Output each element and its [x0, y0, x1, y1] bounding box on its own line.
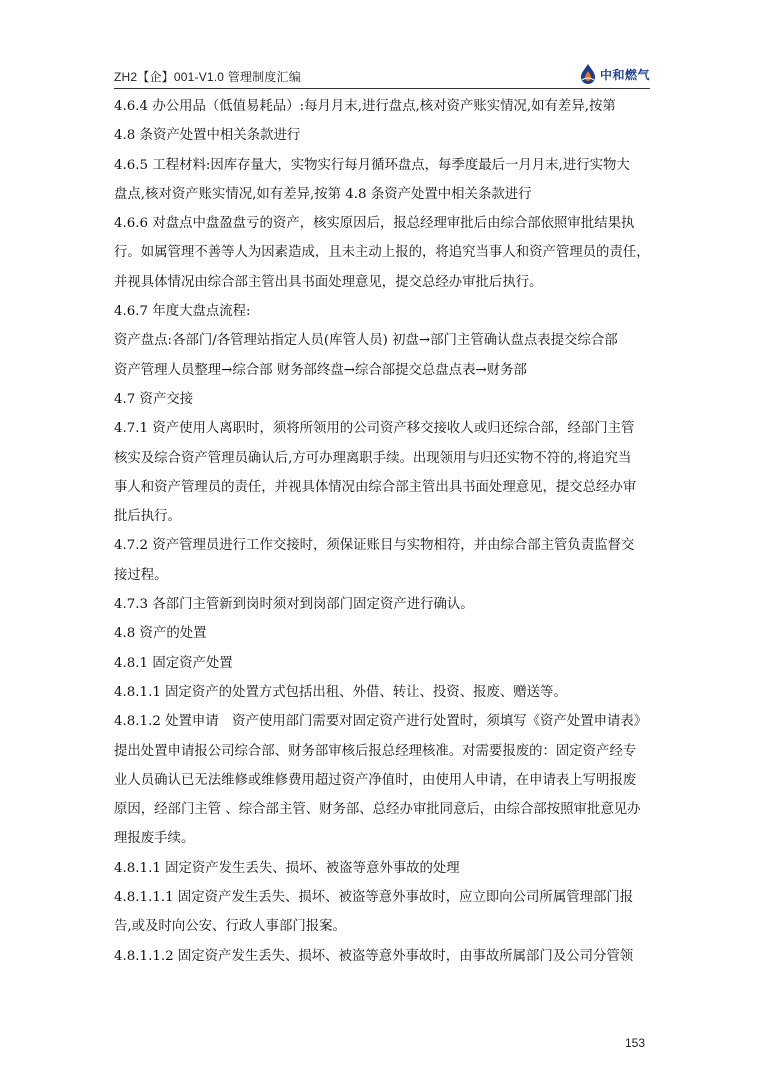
- text-line: 4.7.2 资产管理员进行工作交接时，须保证账目与实物相符，并由综合部主管负责监督交: [114, 538, 635, 554]
- page-number: 153: [625, 1036, 646, 1050]
- text-line: 核实及综合资产管理员确认后,方可办理离职手续。出现领用与归还实物不符的,将追究当: [114, 450, 632, 466]
- text-line: 盘点,核对资产账实情况,如有差异,按第 4.8 条资产处置中相关条款进行: [114, 186, 532, 202]
- document-body: [114, 92, 654, 971]
- text-line: 理报废手续。: [114, 831, 195, 847]
- text-line: 4.7.1 资产使用人离职时，须将所领用的公司资产移交接收人或归还综合部，经部门主管: [114, 421, 635, 437]
- subsection-heading: 4.8.1 固定资产处置: [114, 655, 233, 671]
- text-line: 4.6.5 工程材料:因库存量大，实物实行每月循环盘点，每季度最后一月月末,进行实物大: [114, 157, 630, 173]
- text-line: 提出处置申请报公司综合部、财务部审核后报总经理核准。对需要报废的：固定资产经专: [114, 743, 637, 759]
- logo-text: 中和燃气: [599, 67, 650, 82]
- text-line: 4.8.1.1.1 固定资产发生丢失、损坏、被盗等意外事故时，应立即向公司所属管理部门报: [114, 890, 634, 906]
- text-line: 4.6.7 年度大盘点流程:: [114, 304, 251, 320]
- page-header: [114, 62, 650, 88]
- text-line: 4.6.6 对盘点中盘盈盘亏的资产，核实原因后，报总经理审批后由综合部依照审批结果执: [114, 216, 635, 232]
- text-line: 事人和资产管理员的责任，并视具体情况由综合部主管出具书面处理意见，提交总经办审: [114, 479, 637, 495]
- section-heading: 4.7 资产交接: [114, 391, 194, 407]
- text-line: 批后执行。: [114, 509, 181, 525]
- text-line: 告,或及时向公安、行政人事部门报案。: [114, 919, 346, 935]
- text-line: 接过程。: [114, 567, 168, 583]
- company-logo: [578, 62, 650, 86]
- document-code: ZH2【企】001-V1.0 管理制度汇编: [114, 70, 301, 84]
- text-line: 业人员确认已无法维修或维修费用超过资产净值时，由使用人申请，在申请表上写明报废: [114, 772, 637, 788]
- text-line: 4.8.1.1 固定资产的处置方式包括出租、外借、转让、投资、报废、赠送等。: [114, 684, 567, 700]
- text-line: 原因，经部门主管 、综合部主管、财务部、总经办审批同意后，由综合部按照审批意见办: [114, 802, 641, 818]
- text-line: 资产盘点:各部门/各管理站指定人员(库管人员) 初盘→部门主管确认盘点表提交综合部: [114, 333, 618, 349]
- text-line: 4.6.4 办公用品（低值易耗品）:每月月末,进行盘点,核对资产账实情况,如有差异,按第: [114, 99, 616, 114]
- text-line: 资产管理人员整理→综合部 财务部终盘→综合部提交总盘点表→财务部: [114, 362, 527, 378]
- text-line: 并视具体情况由综合部主管出具书面处理意见，提交总经办审批后执行。: [114, 274, 543, 290]
- flame-drop-icon: [578, 63, 598, 85]
- text-line: 4.8.1.1.2 固定资产发生丢失、损坏、被盗等意外事故时，由事故所属部门及公司分管领: [114, 948, 634, 964]
- text-line: 行。如属管理不善等人为因素造成，且未主动上报的，将追究当事人和资产管理员的责任，: [114, 245, 650, 261]
- text-line: 4.7.3 各部门主管新到岗时须对到岗部门固定资产进行确认。: [114, 597, 474, 613]
- text-line: 4.8.1.1 固定资产发生丢失、损坏、被盗等意外事故的处理: [114, 860, 460, 876]
- text-line: 4.8 条资产处置中相关条款进行: [114, 128, 301, 144]
- section-heading: 4.8 资产的处置: [114, 626, 207, 642]
- text-line: 4.8.1.2 处置申请 资产使用部门需要对固定资产进行处置时，须填写《资产处置申请表》: [114, 714, 648, 730]
- header-divider: [114, 88, 650, 89]
